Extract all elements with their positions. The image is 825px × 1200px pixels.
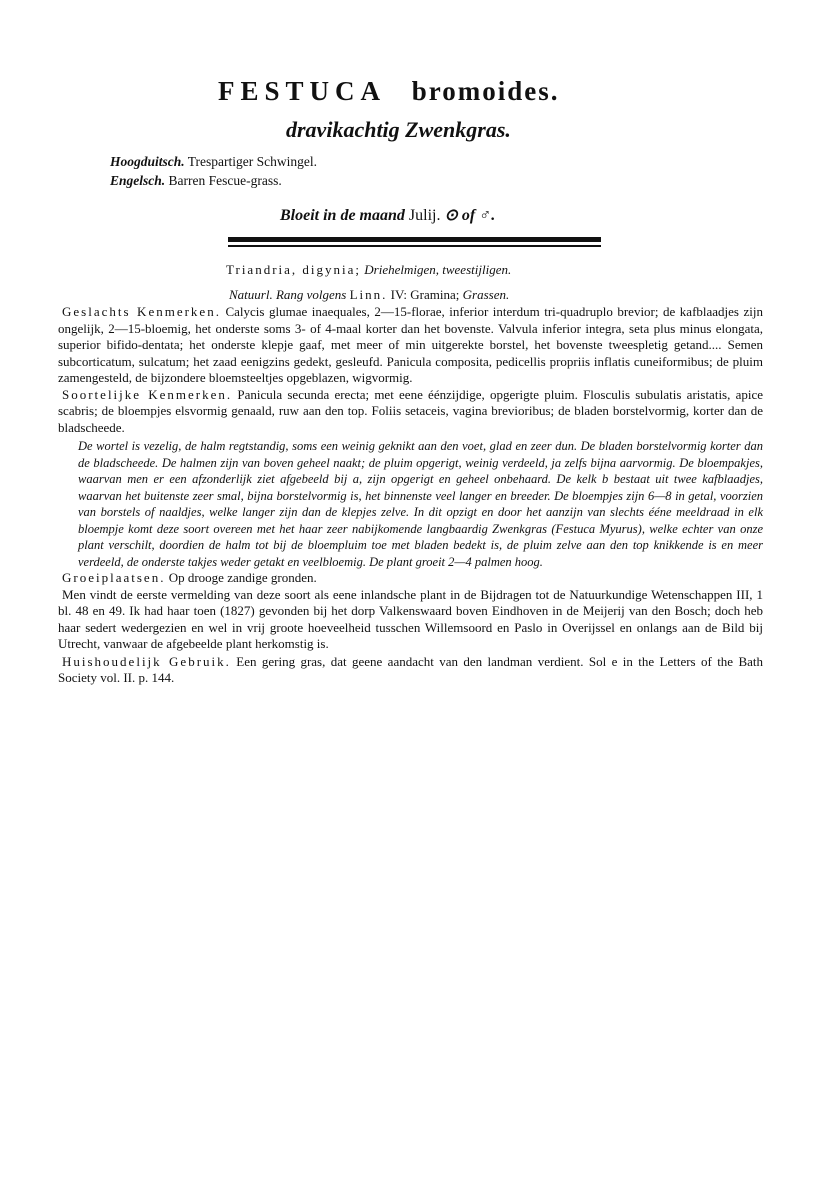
bloom-phrase: Bloeit in de maand	[280, 207, 405, 224]
genus-characters	[58, 304, 763, 387]
vernacular-name: Barren Fescue-grass.	[168, 173, 282, 188]
rank-linn: Linn.	[349, 287, 388, 302]
habitat	[58, 570, 763, 587]
bloom-line	[280, 205, 495, 225]
classification-line	[226, 262, 511, 278]
divider-thin	[228, 245, 601, 247]
page-title	[218, 76, 618, 107]
rank-dutch: Grassen.	[462, 287, 510, 302]
bloom-symbols: ⊙ of ♂.	[444, 207, 496, 224]
rank-value: IV: Gramina;	[390, 287, 460, 302]
vernacular-lang: Hoogduitsch.	[110, 154, 185, 169]
economic-use	[58, 654, 763, 687]
vernacular-german	[110, 152, 317, 171]
vernacular-english	[110, 171, 317, 190]
section-heading: Soortelijke Kenmerken.	[62, 386, 233, 402]
section-text: Een gering gras, dat geene aandacht van den landman verdient. Sol e in the Letters of the Bath Society vol. II. p. 144.	[58, 653, 764, 685]
section-heading: Groeiplaatsen.	[62, 570, 166, 585]
plant-description: De wortel is vezelig, de halm regtstandig, soms een weinig geknikt aan den voet, glad en zeer dun. De bladen borstelvormig korter dan de bladscheede. De halmen zijn van boven geheel naakt; de pluim opgerigt, weinig verdeeld, ja zelfs bijna aarvormig. De bloempakjes, waarvan men er een afzonderlijk ziet afgebeeld bij a, zijn opgerigt en geheel onbehaard. De kelk b bestaat uit twee kafblaadjes, waarvan het buitenste zeer smal, bijna borstelvormig is, het binnenste veel langer en breeder. De bloempjes zijn 6—8 in getal, voorzien van borstels of naaldjes, welke langer zijn dan de klepjes zelve. In dit opzigt en door het aanzijn van slechts ééne meeldraad in elk bloempje komt deze soort overeen met het haar zeer nabijkomende langbaardig Zwenkgras (Festuca Myurus), welke echter van onze plant verschilt, doordien de halm tot bij de bloempluim toe met bladen bedekt is, de pluim zelve aan den top knikkende is en meer verdeeld, de onderste takjes weder getakt en veelbloemig. De plant groeit 2—4 palmen hoog.	[78, 439, 763, 569]
section-heading: Huishoudelijk Gebruik.	[62, 653, 231, 669]
section-text: Panicula secunda erecta; met eene éénzijdige, opgerigte pluim. Flosculis subulatis aristatis, apice scabris; de bloempjes elsvormig genaald, ruw aan den top. Foliis setaceis, vagina brevioribus; de bladen borstelvormig, korter dan de bladscheede.	[58, 386, 764, 435]
species-characters	[58, 387, 763, 437]
dutch-name: dravikachtig Zwenkgras.	[286, 117, 511, 142]
section-heading: Geslachts Kenmerken.	[62, 304, 221, 319]
linnaean-class: Triandria, digynia;	[226, 262, 362, 277]
first-record: Men vindt de eerste vermelding van deze soort als eene inlandsche plant in de Bijdragen tot de Natuurkundige Wetenschappen III, 1 bl. 48 en 49. Ik had haar toen (1827) gevonden bij het dorp Valkenswaard boven Eindhoven in de Meijerij van den Bosch; doch heb haar sedert wedergezien en wel in vrij groote hoeveelheid tusschen Willemsoord en Paslo in Overijssel en onlangs aan de Bild bij Utrecht, vanwaar de afgebeelde plant herkomstig is.	[58, 586, 763, 651]
vernacular-name: Trespartiger Schwingel.	[187, 154, 318, 169]
title-genus: FESTUCA	[218, 76, 387, 106]
section-text: Op drooge zandige gronden.	[168, 570, 317, 585]
rank-prefix: Natuurl. Rang volgens	[229, 287, 347, 302]
title-species: bromoides.	[411, 76, 560, 106]
divider-thick	[228, 237, 601, 242]
vernacular-names	[110, 152, 317, 190]
vernacular-lang: Engelsch.	[110, 173, 166, 188]
bloom-month: Julij.	[408, 207, 441, 224]
linnaean-class-dutch: Driehelmigen, tweestijligen.	[364, 262, 512, 277]
body-text	[58, 304, 763, 687]
natural-rank-line	[229, 287, 509, 303]
section-text: Calycis glumae inaequales, 2—15-florae, inferior interdum tri-quadruplo brevior; de kafblaadjes zijn ongelijk, 2—15-bloemig, het onderste soms 3- of 4-maal korter dan het bovenste. Valvula inferior integra, seta plus minus elongata, superior bifido-dentata; het onderste klepje gaaf, met meer of min uitgerekte borstel, het bovenste tweespletig getand.... Semen subcorticatum, sulcatum; het zaad eenigzins gedekt, gesleufd. Panicula composita, pedicellis propriis inflatis cuneiformibus; de pluim zamengesteld, de bijzondere bloemsteeltjes opgeblazen, wigvormig.	[58, 304, 763, 385]
